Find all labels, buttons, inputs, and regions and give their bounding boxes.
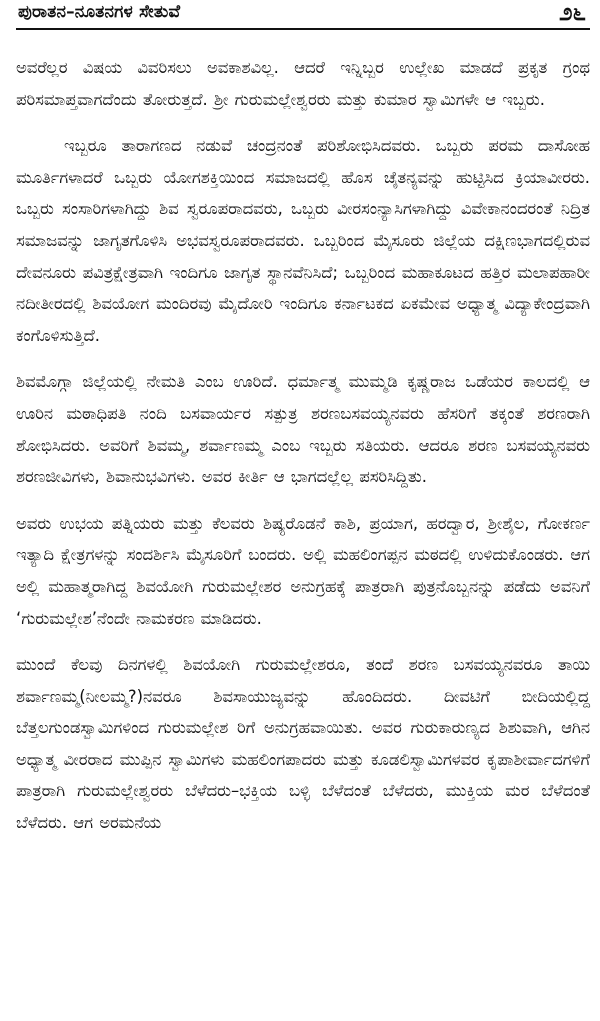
paragraph-1: ಅವರೆಲ್ಲರ ವಿಷಯ ವಿವರಿಸಲು ಅವಕಾಶವಿಲ್ಲ. ಆದರೆ ಇನ್ನಿಬ್ಬರ ಉಲ್ಲೇಖ ಮಾಡದೆ ಪ್ರಕೃತ ಗ್ರಂಥ ಪರಿಸಮಾಪ್ತವಾಗದೆಂದು ತೋರುತ್ತದೆ. ಶ್ರೀ ಗುರುಮಲ್ಲೇಶ್ವರರು ಮತ್ತು ಕುಮಾರ ಸ್ವಾಮಿಗಳೇ ಆ ಇಬ್ಬರು.: [16, 58, 590, 109]
paragraph-5: ಮುಂದೆ ಕೆಲವು ದಿನಗಳಲ್ಲಿ ಶಿವಯೋಗಿ ಗುರುಮಲ್ಲೇಶರೂ, ತಂದೆ ಶರಣ ಬಸವಯ್ಯನವರೂ ತಾಯಿ ಶರ್ವಾಣಮ್ಮ(ನೀಲಮ್ಮ?)ನವರೂ ಶಿವಸಾಯುಜ್ಯವನ್ನು ಹೊಂದಿದರು. ದೀವಟಿಗೆ ಬೀದಿಯಲ್ಲಿದ್ದ ಬೆತ್ತಲಗುಂಡಸ್ವಾಮಿಗಳಿಂದ ಗುರುಮಲ್ಲೇಶ ರಿಗೆ ಅನುಗ್ರಹವಾಯಿತು. ಅವರ ಗುರುಕಾರುಣ್ಯದ ಶಿಶುವಾಗಿ, ಆಗಿನ ಅಧ್ಯಾತ್ಮ ವೀರರಾದ ಮುಪ್ಪಿನ ಸ್ವಾಮಿಗಳು ಮಹಲಿಂಗಪಾದರು ಮತ್ತು ಕೂಡಲಿಸ್ವಾಮಿಗಳವರ ಕೃಪಾಶೀರ್ವಾದಗಳಿಗೆ ಪಾತ್ರರಾಗಿ ಗುರುಮಲ್ಲೇಶ್ವರರು ಬೆಳೆದರು–ಭಕ್ತಿಯ ಬಳ್ಳಿ ಬೆಳೆದಂತೆ ಬೆಳೆದರು, ಮುಕ್ತಿಯ ಮರ ಬೆಳೆದಂತೆ ಬೆಳೆದರು. ಆಗ ಅರಮನೆಯ: [16, 655, 590, 833]
paragraph-2: ಇಬ್ಬರೂ ತಾರಾಗಣದ ನಡುವೆ ಚಂದ್ರನಂತೆ ಪರಿಶೋಭಿಸಿದವರು. ಒಬ್ಬರು ಪರಮ ದಾಸೋಹ ಮೂರ್ತಿಗಳಾದರೆ ಒಬ್ಬರು ಯೋಗಶಕ್ತಿಯಿಂದ ಸಮಾಜದಲ್ಲಿ ಹೊಸ ಚೈತನ್ಯವನ್ನು ಹುಟ್ಟಿಸಿದ ಕ್ರಿಯಾವೀರರು. ಒಬ್ಬರು ಸಂಸಾರಿಗಳಾಗಿದ್ದು ಶಿವ ಸ್ವರೂಪರಾದವರು, ಒಬ್ಬರು ವೀರಸಂನ್ಯಾಸಿಗಳಾಗಿದ್ದು ವಿವೇಕಾನಂದರಂತೆ ನಿದ್ರಿತ ಸಮಾಜವನ್ನು ಜಾಗೃತಗೊಳಿಸಿ ಅಭವಸ್ವರೂಪರಾದವರು. ಒಬ್ಬರಿಂದ ಮೈಸೂರು ಜಿಲ್ಲೆಯ ದಕ್ಷಿಣಭಾಗದಲ್ಲಿರುವ ದೇವನೂರು ಪವಿತ್ರಕ್ಷೇತ್ರವಾಗಿ ಇಂದಿಗೂ ಜಾಗೃತ ಸ್ಥಾನವೆನಿಸಿದೆ; ಒಬ್ಬರಿಂದ ಮಹಾಕೂಟದ ಹತ್ತಿರ ಮಲಾಪಹಾರೀ ನದೀತೀರದಲ್ಲಿ ಶಿವಯೋಗ ಮಂದಿರವು ಮೈದೋರಿ ಇಂದಿಗೂ ಕರ್ನಾಟಕದ ಏಕಮೇವ ಅಧ್ಯಾತ್ಮ ವಿದ್ಯಾಕೇಂದ್ರವಾಗಿ ಕಂಗೊಳಿಸುತ್ತಿದೆ.: [16, 136, 590, 345]
paragraph-4: ಅವರು ಉಭಯ ಪತ್ನಿಯರು ಮತ್ತು ಕೆಲವರು ಶಿಷ್ಯರೊಡನೆ ಕಾಶಿ, ಪ್ರಯಾಗ, ಹರದ್ವಾರ, ಶ್ರೀಶೈಲ, ಗೋಕರ್ಣ ಇತ್ಯಾದಿ ಕ್ಷೇತ್ರಗಳನ್ನು ಸಂದರ್ಶಿಸಿ ಮೈಸೂರಿಗೆ ಬಂದರು. ಅಲ್ಲಿ ಮಹಲಿಂಗಪ್ಪನ ಮಠದಲ್ಲಿ ಉಳಿದುಕೊಂಡರು. ಆಗ ಅಲ್ಲಿ ಮಹಾತ್ಮರಾಗಿದ್ದ ಶಿವಯೋಗಿ ಗುರುಮಲ್ಲೇಶರ ಅನುಗ್ರಹಕ್ಕೆ ಪಾತ್ರರಾಗಿ ಪುತ್ರನೊಬ್ಬನನ್ನು ಪಡೆದು ಅವನಿಗೆ ‘ಗುರುಮಲ್ಲೇಶ’ನೆಂದೇ ನಾಮಕರಣ ಮಾಡಿದರು.: [16, 513, 590, 628]
paragraph-3: ಶಿವಮೊಗ್ಗಾ ಜಿಲ್ಲೆಯಲ್ಲಿ ನೇಮತಿ ಎಂಬ ಊರಿದೆ. ಧರ್ಮಾತ್ಮ ಮುಮ್ಮಡಿ ಕೃಷ್ಣರಾಜ ಒಡೆಯರ ಕಾಲದಲ್ಲಿ ಆ ಊರಿನ ಮಠಾಧಿಪತಿ ನಂದಿ ಬಸವಾರ್ಯರ ಸತ್ಪುತ್ರ ಶರಣಬಸವಯ್ಯನವರು ಹೆಸರಿಗೆ ತಕ್ಕಂತೆ ಶರಣರಾಗಿ ಶೋಭಿಸಿದರು. ಅವರಿಗೆ ಶಿವಮ್ಮ, ಶರ್ವಾಣಮ್ಮ ಎಂಬ ಇಬ್ಬರು ಸತಿಯರು. ಆದರೂ ಶರಣ ಬಸವಯ್ಯನವರು ಶರಣಜೀವಿಗಳು, ಶಿವಾನುಭವಿಗಳು. ಅವರ ಕೀರ್ತಿ ಆ ಭಾಗದಲ್ಲೆಲ್ಲ ಪಸರಿಸಿದ್ದಿತು.: [16, 372, 590, 487]
running-title: ಪುರಾತನ–ನೂತನಗಳ ಸೇತುವೆ: [18, 2, 181, 22]
page-number: ೨೬: [559, 0, 586, 26]
running-header: [16, 0, 590, 30]
body-text: [16, 52, 590, 839]
